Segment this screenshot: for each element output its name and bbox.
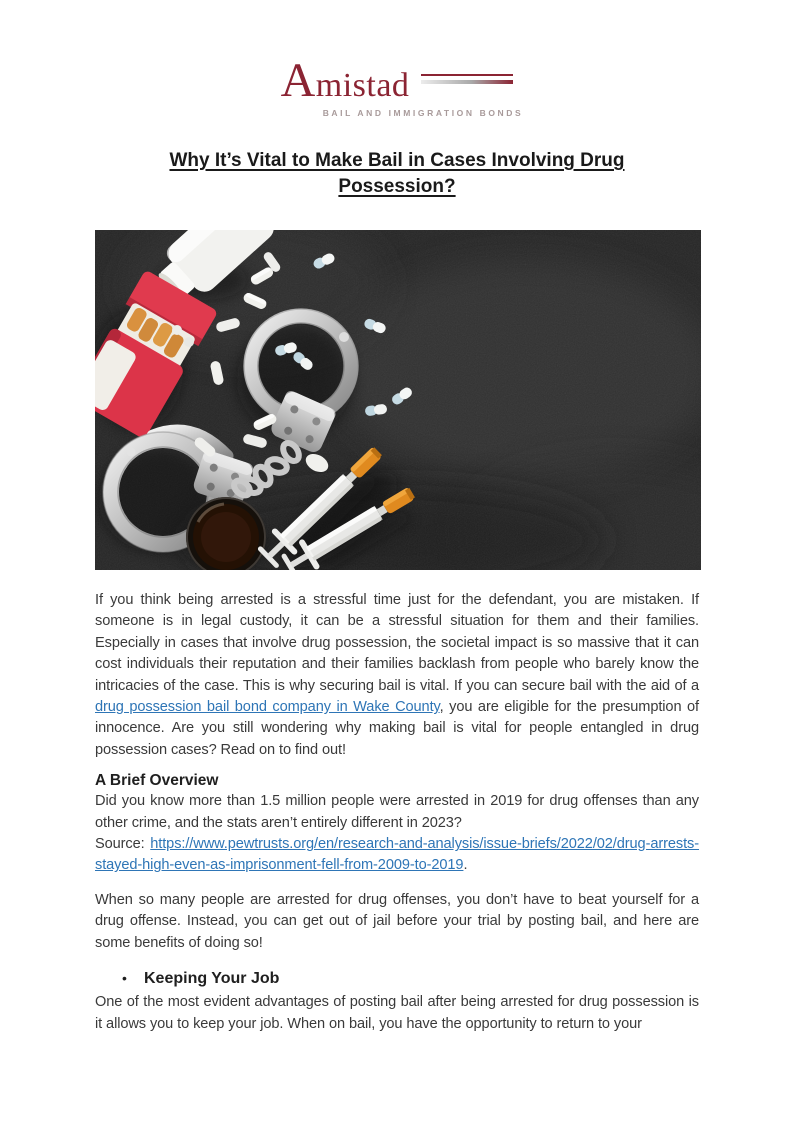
page-title: Why It’s Vital to Make Bail in Cases Involving Drug Possession? xyxy=(169,150,625,197)
overview-paragraph: Did you know more than 1.5 million people were arrested in 2019 for drug offenses than any other crime, and the stats aren’t entirely different in 2023? xyxy=(95,793,699,831)
logo-tagline: BAIL AND IMMIGRATION BONDS xyxy=(322,108,524,118)
logo-line-maroon xyxy=(421,74,513,76)
logo-divider-lines xyxy=(421,74,513,84)
logo-row xyxy=(280,54,514,107)
bullet-label: Keeping Your Job xyxy=(144,970,280,988)
bullet-item-keeping-your-job xyxy=(95,968,699,990)
round-pill xyxy=(184,337,194,347)
pewtrusts-source-link[interactable]: https://www.pewtrusts.org/en/research-and-analysis/issue-briefs/2022/02/drug-arrests-stayed-high-even-as-imprisonment-fell-from-2009-to-2019 xyxy=(95,836,699,874)
benefits-intro-paragraph: When so many people are arrested for drug offenses, you don’t have to beat yourself for a drug offense. Instead, you can get out of jail before your trial by posting bail, and here are some benefits of doing so! xyxy=(95,891,699,951)
round-pill xyxy=(172,325,182,335)
source-label: Source: xyxy=(95,836,151,853)
intro-text-after-link: , you are eligible for the presumption of innocence. Are you still wondering why making bail is vital for people entangled in drug possession cases? Read on to find out! xyxy=(95,699,699,758)
source-line xyxy=(95,834,699,877)
company-logo xyxy=(95,54,699,118)
article-photo xyxy=(95,230,701,570)
drugs-handcuffs-photo-illustration xyxy=(95,230,701,570)
logo-line-gradient xyxy=(421,80,513,84)
logo-brand-text: Amistad xyxy=(280,54,410,107)
intro-text-before-link: If you think being arrested is a stressful time just for the defendant, you are mistaken. If someone is in legal custody, it can be a stressful situation for them and their families. Especially in cases that involve drug possession, the societal impact is so massive that it can cost individuals their reputation and their families backlash from people who barely know the intricacies of the case. This is why securing bail is vital. If you can secure bail with the aid of a xyxy=(95,592,699,694)
job-paragraph: One of the most evident advantages of posting bail after being arrested for drug possession is it allows you to keep your job. When on bail, you have the opportunity to return to your xyxy=(95,994,699,1032)
source-suffix: . xyxy=(463,857,468,874)
wake-county-bail-bond-link[interactable]: drug possession bail bond company in Wake County xyxy=(95,699,440,716)
intro-paragraph xyxy=(95,590,699,761)
bullet-icon: • xyxy=(122,970,127,987)
overview-heading: A Brief Overview xyxy=(95,772,219,790)
